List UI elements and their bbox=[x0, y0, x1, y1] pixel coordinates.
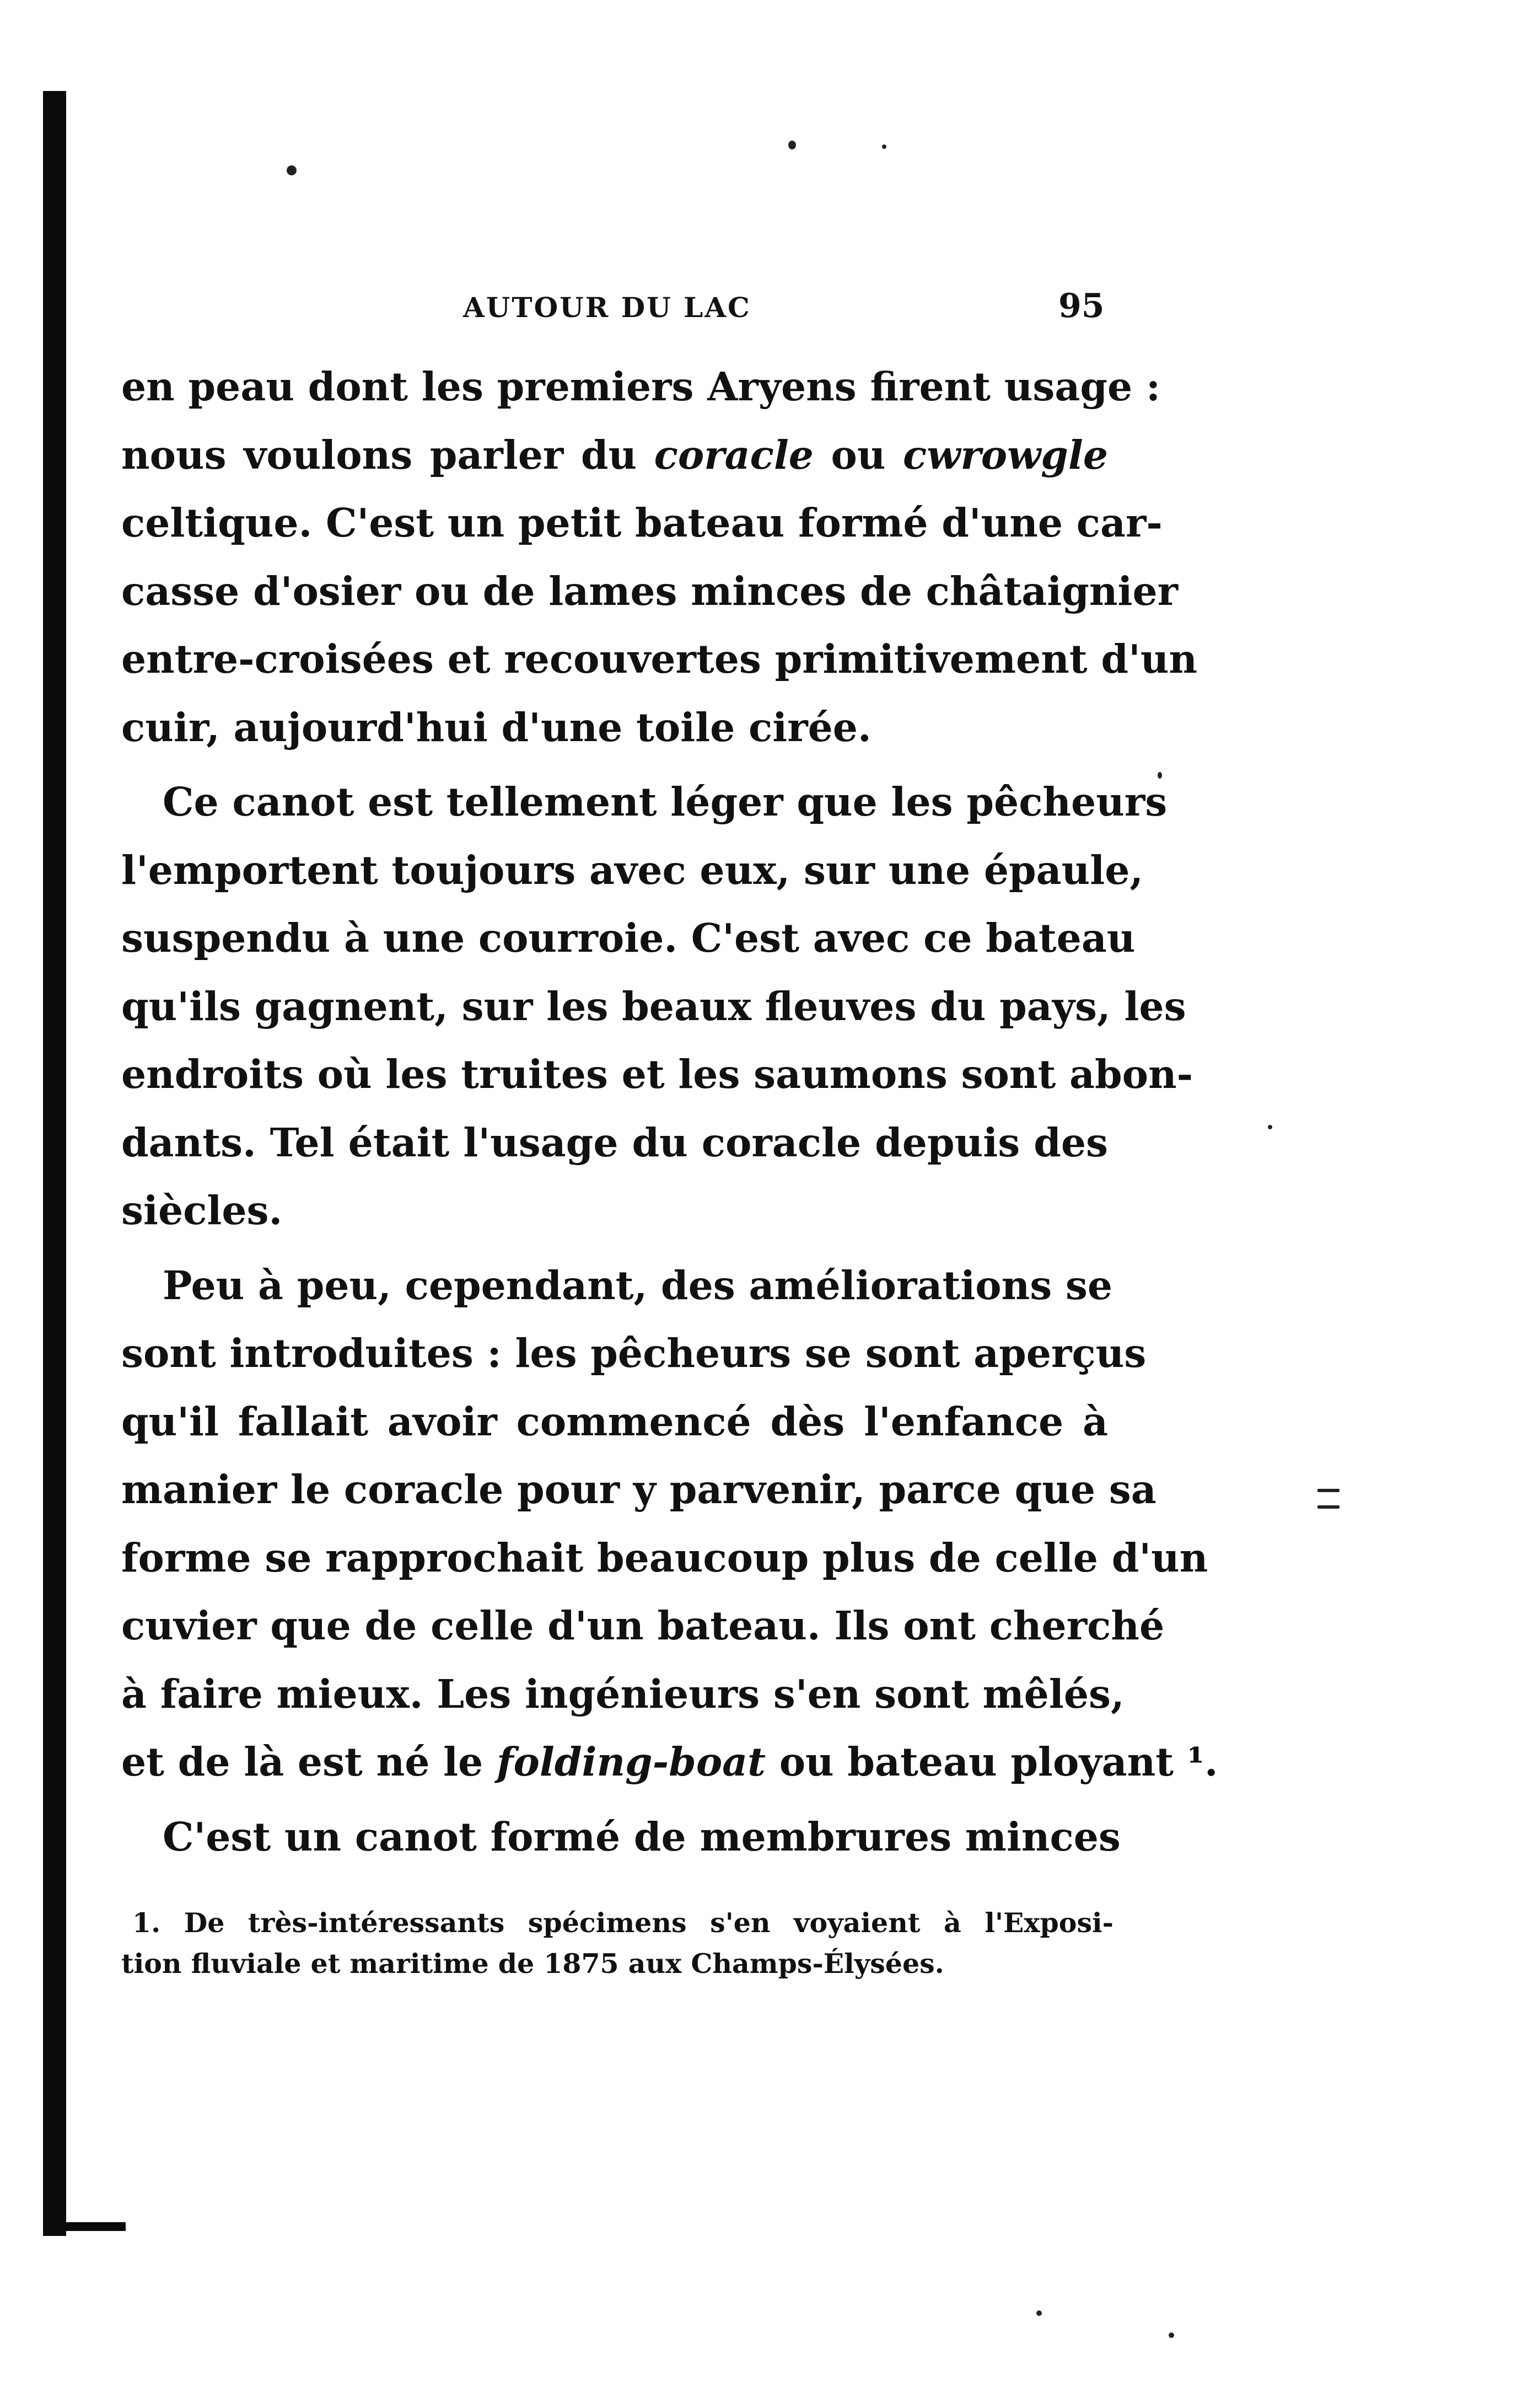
scan-speck bbox=[1169, 2332, 1174, 2338]
text-line: Peu à peu, cependant, des améliorations se bbox=[163, 1262, 1113, 1308]
page-header bbox=[121, 287, 1114, 331]
paragraph bbox=[121, 1803, 1121, 1871]
text-line: dants. Tel était l'usage du coracle depuis des bbox=[121, 1119, 1108, 1166]
italic-term: folding-boat bbox=[496, 1739, 766, 1785]
text-line: casse d'osier ou de lames minces de châtaignier bbox=[121, 567, 1179, 614]
scan-speck bbox=[788, 141, 796, 149]
text-line: C'est un canot formé de membrures minces bbox=[163, 1813, 1121, 1860]
text-line: et de là est né le folding-boat ou bateau ployant ¹. bbox=[121, 1739, 1218, 1785]
scan-speck bbox=[287, 165, 297, 175]
text-line: manier le coracle pour y parvenir, parce que sa bbox=[121, 1466, 1157, 1513]
text-line: entre-croisées et recouvertes primitivement d'un bbox=[121, 636, 1197, 682]
text-line: qu'il fallait avoir commencé dès l'enfance à bbox=[121, 1398, 1108, 1445]
scan-speck bbox=[1036, 2310, 1042, 2316]
scan-speck bbox=[882, 144, 886, 149]
text-line: Ce canot est tellement léger que les pêcheurs bbox=[163, 779, 1168, 825]
text-line: nous voulons parler du coracle ou cwrowgle bbox=[121, 431, 1108, 478]
text-line: celtique. C'est un petit bateau formé d'une car- bbox=[121, 500, 1163, 546]
text-line: sont introduites : les pêcheurs se sont aperçus bbox=[121, 1330, 1147, 1376]
running-title: AUTOUR DU LAC bbox=[463, 291, 751, 324]
binding-edge-foot bbox=[43, 2222, 126, 2231]
text-line: cuir, aujourd'hui d'une toile cirée. bbox=[121, 704, 872, 750]
footnote-line: 1. De très-intéressants spécimens s'en voyaient à l'Exposi- bbox=[132, 1907, 1114, 1939]
scan-speck bbox=[1158, 772, 1162, 779]
scan-speck bbox=[1317, 1489, 1340, 1492]
paragraph bbox=[121, 1252, 1218, 1796]
italic-term: cwrowgle bbox=[902, 431, 1108, 478]
paragraph bbox=[121, 768, 1193, 1245]
text-line: l'emportent toujours avec eux, sur une épaule, bbox=[121, 846, 1144, 893]
text-line: en peau dont les premiers Aryens firent usage : bbox=[121, 363, 1161, 410]
text-line: à faire mieux. Les ingénieurs s'en sont mêlés, bbox=[121, 1670, 1125, 1717]
footnote-line: tion fluviale et maritime de 1875 aux Champs-Élysées. bbox=[121, 1948, 944, 1980]
scan-speck bbox=[1268, 1125, 1272, 1129]
binding-edge-shadow bbox=[43, 91, 66, 2236]
text-line: cuvier que de celle d'un bateau. Ils ont cherché bbox=[121, 1602, 1165, 1649]
footnote bbox=[121, 1902, 1114, 1984]
scan-speck bbox=[1317, 1505, 1340, 1509]
text-line: endroits où les truites et les saumons sont abon- bbox=[121, 1051, 1193, 1097]
italic-term: coracle bbox=[654, 431, 814, 478]
body-text bbox=[121, 353, 1218, 1871]
paragraph bbox=[121, 353, 1197, 761]
text-line: forme se rapprochait beaucoup plus de celle d'un bbox=[121, 1534, 1208, 1581]
page-number: 95 bbox=[1058, 287, 1105, 325]
text-line: suspendu à une courroie. C'est avec ce bateau bbox=[121, 915, 1136, 961]
text-line: siècles. bbox=[121, 1187, 283, 1234]
text-line: qu'ils gagnent, sur les beaux fleuves du pays, les bbox=[121, 983, 1186, 1029]
